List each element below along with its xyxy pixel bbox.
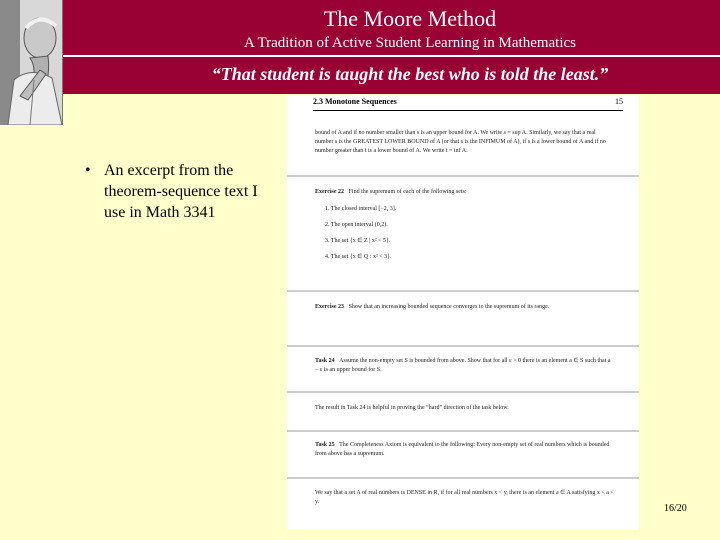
document-divider — [287, 477, 639, 479]
task-24-label: Task 24 — [315, 358, 335, 364]
dense-definition: We say that a set A of real numbers is DENSE in R, if for all real numbers x < y, there is an element a ∈ A satisfying x < a < y. — [315, 490, 614, 505]
document-excerpt — [287, 95, 639, 530]
task-24-text: Assume the non-empty set S is bounded from above. Show that for all ε > 0 there is an element a ∈ S such that a − ε is an upper bound for S. — [315, 358, 611, 373]
list-item: 2. The open interval (0,2). — [325, 222, 388, 228]
exercise-23 — [315, 303, 615, 312]
portrait-icon — [0, 0, 62, 125]
document-section-title: 2.3 Monotone Sequences — [313, 97, 397, 106]
exercise-23-label: Exercise 23 — [315, 304, 345, 310]
document-intro: bound of A and if no number smaller than s is an upper bound for A. We write s = sup A. Similarly, we say that a real number s is the GREATEST LOWER BOUND of A (or that s is the INFIMUM of A), if s is a lower bound of A and if no number greater than t is a lower bound of A. We write t = inf A. — [315, 130, 606, 154]
slide-title: The Moore Method — [323, 6, 497, 31]
exercise-22-items — [325, 203, 605, 263]
task-25 — [315, 441, 615, 459]
slide-quote: “That student is taught the best who is told the least.” — [211, 64, 609, 84]
list-item: 1. The closed interval [−2, 3]. — [325, 206, 397, 212]
exercise-22 — [315, 188, 615, 197]
list-item: 4. The set {x ∈ Q : x² < 3}. — [325, 254, 392, 260]
exercise-23-text: Show that an increasing bounded sequence converges to the supremum of its range. — [348, 304, 550, 310]
document-divider — [287, 175, 639, 177]
document-divider — [287, 391, 639, 393]
task-25-label: Task 25 — [315, 442, 335, 448]
document-divider — [287, 290, 639, 292]
exercise-22-text: Find the supremum of each of the following sets: — [348, 189, 467, 195]
bullet-text: An excerpt from the theorem-sequence text I use in Math 3341 — [104, 162, 258, 221]
task-24-result: The result in Task 24 is helpful in proving the “hard” direction of the task below. — [315, 405, 509, 411]
document-page-number: 15 — [615, 97, 623, 106]
document-divider — [287, 430, 639, 432]
document-divider — [287, 345, 639, 347]
bullet-marker: • — [85, 162, 91, 179]
slide-subtitle: A Tradition of Active Student Learning in Mathematics — [243, 35, 577, 51]
slide-number: 16/20 — [664, 503, 687, 514]
list-item: 3. The set {x ∈ Z | x² < 5}. — [325, 238, 391, 244]
header-divider — [0, 55, 720, 57]
portrait-photo — [0, 0, 63, 125]
document-header — [313, 97, 623, 111]
exercise-22-label: Exercise 22 — [315, 189, 345, 195]
task-24 — [315, 357, 615, 375]
task-25-text: The Completeness Axiom is equivalent to the following: Every non-empty set of real numbers which is bounded from above has a supremum. — [315, 442, 610, 457]
